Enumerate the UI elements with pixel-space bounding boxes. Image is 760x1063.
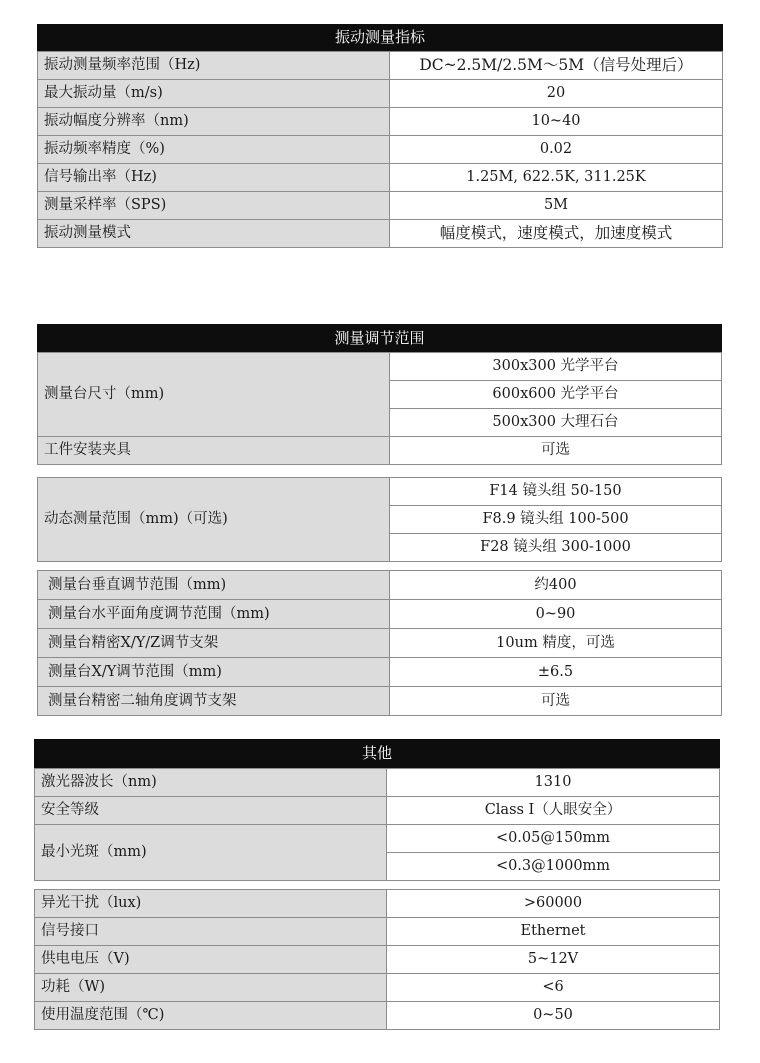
table-row <box>38 478 722 506</box>
row-value: F8.9 镜头组 100-500 <box>390 506 722 534</box>
row-value: 10um 精度，可选 <box>390 629 722 658</box>
row-label: 信号接口 <box>35 918 387 946</box>
row-value: F14 镜头组 50-150 <box>390 478 722 506</box>
row-label: 测量台X/Y调节范围（mm) <box>38 658 390 687</box>
row-value: 0~50 <box>387 1002 720 1030</box>
row-value: ±6.5 <box>390 658 722 687</box>
table-row <box>38 164 723 192</box>
row-label: 振动频率精度（%) <box>38 136 390 164</box>
table-row <box>35 890 720 918</box>
row-value: 20 <box>390 80 723 108</box>
row-value: 1310 <box>387 769 720 797</box>
row-value: <0.3@1000mm <box>387 853 720 881</box>
vibration-specs-table <box>37 51 723 248</box>
row-label: 安全等级 <box>35 797 387 825</box>
row-value: 可选 <box>390 437 722 465</box>
table-row <box>38 136 723 164</box>
table-row <box>38 600 722 629</box>
row-label: 供电电压（V) <box>35 946 387 974</box>
row-label: 信号输出率（Hz) <box>38 164 390 192</box>
row-value: Class I（人眼安全） <box>387 797 720 825</box>
row-label: 最小光斑（mm) <box>35 825 387 881</box>
row-value: DC~2.5M/2.5M～5M（信号处理后） <box>390 52 723 80</box>
row-value: 10~40 <box>390 108 723 136</box>
other-specs-table <box>34 768 720 881</box>
row-label: 异光干扰（lux) <box>35 890 387 918</box>
row-value: <0.05@150mm <box>387 825 720 853</box>
table-row <box>38 80 723 108</box>
table-row <box>35 946 720 974</box>
row-label: 测量台水平面角度调节范围（mm) <box>38 600 390 629</box>
vibration-specs-section <box>37 24 723 248</box>
table-row <box>38 658 722 687</box>
table-row <box>35 769 720 797</box>
table-row <box>35 974 720 1002</box>
row-value: 1.25M, 622.5K, 311.25K <box>390 164 723 192</box>
table-row <box>38 437 722 465</box>
interface-specs-table <box>34 889 720 1030</box>
table-row <box>38 52 723 80</box>
table-row <box>38 571 722 600</box>
section-title: 振动测量指标 <box>37 24 723 51</box>
stage-size-table <box>37 352 722 465</box>
row-value: 0.02 <box>390 136 723 164</box>
row-value: 可选 <box>390 687 722 716</box>
row-label: 动态测量范围（mm)（可选) <box>38 478 390 562</box>
table-row <box>35 825 720 853</box>
row-value: 500x300 大理石台 <box>390 409 722 437</box>
row-value: >60000 <box>387 890 720 918</box>
stage-adjust-table <box>37 570 722 716</box>
table-row <box>38 220 723 248</box>
other-specs-section <box>34 739 720 1030</box>
row-label: 功耗（W) <box>35 974 387 1002</box>
row-label: 测量采样率（SPS) <box>38 192 390 220</box>
table-row <box>38 353 722 381</box>
row-label: 振动测量频率范围（Hz) <box>38 52 390 80</box>
row-label: 工件安装夹具 <box>38 437 390 465</box>
measurement-range-section <box>37 324 722 716</box>
dynamic-range-table <box>37 477 722 562</box>
table-row <box>35 797 720 825</box>
row-label: 使用温度范围（℃) <box>35 1002 387 1030</box>
row-value: 300x300 光学平台 <box>390 353 722 381</box>
row-value: <6 <box>387 974 720 1002</box>
row-label: 振动幅度分辨率（nm) <box>38 108 390 136</box>
table-row <box>35 1002 720 1030</box>
row-value: F28 镜头组 300-1000 <box>390 534 722 562</box>
table-row <box>38 108 723 136</box>
row-label: 测量台垂直调节范围（mm) <box>38 571 390 600</box>
table-row <box>38 687 722 716</box>
row-value: 约400 <box>390 571 722 600</box>
section-title: 其他 <box>34 739 720 768</box>
row-value: 5~12V <box>387 946 720 974</box>
table-row <box>38 192 723 220</box>
row-label: 测量台精密二轴角度调节支架 <box>38 687 390 716</box>
row-label: 测量台尺寸（mm) <box>38 353 390 437</box>
row-value: Ethernet <box>387 918 720 946</box>
row-value: 幅度模式，速度模式，加速度模式 <box>390 220 723 248</box>
table-row <box>35 918 720 946</box>
row-label: 最大振动量（m/s) <box>38 80 390 108</box>
section-title: 测量调节范围 <box>37 324 722 352</box>
row-value: 0~90 <box>390 600 722 629</box>
table-row <box>38 629 722 658</box>
row-value: 5M <box>390 192 723 220</box>
row-value: 600x600 光学平台 <box>390 381 722 409</box>
row-label: 测量台精密X/Y/Z调节支架 <box>38 629 390 658</box>
row-label: 振动测量模式 <box>38 220 390 248</box>
row-label: 激光器波长（nm) <box>35 769 387 797</box>
